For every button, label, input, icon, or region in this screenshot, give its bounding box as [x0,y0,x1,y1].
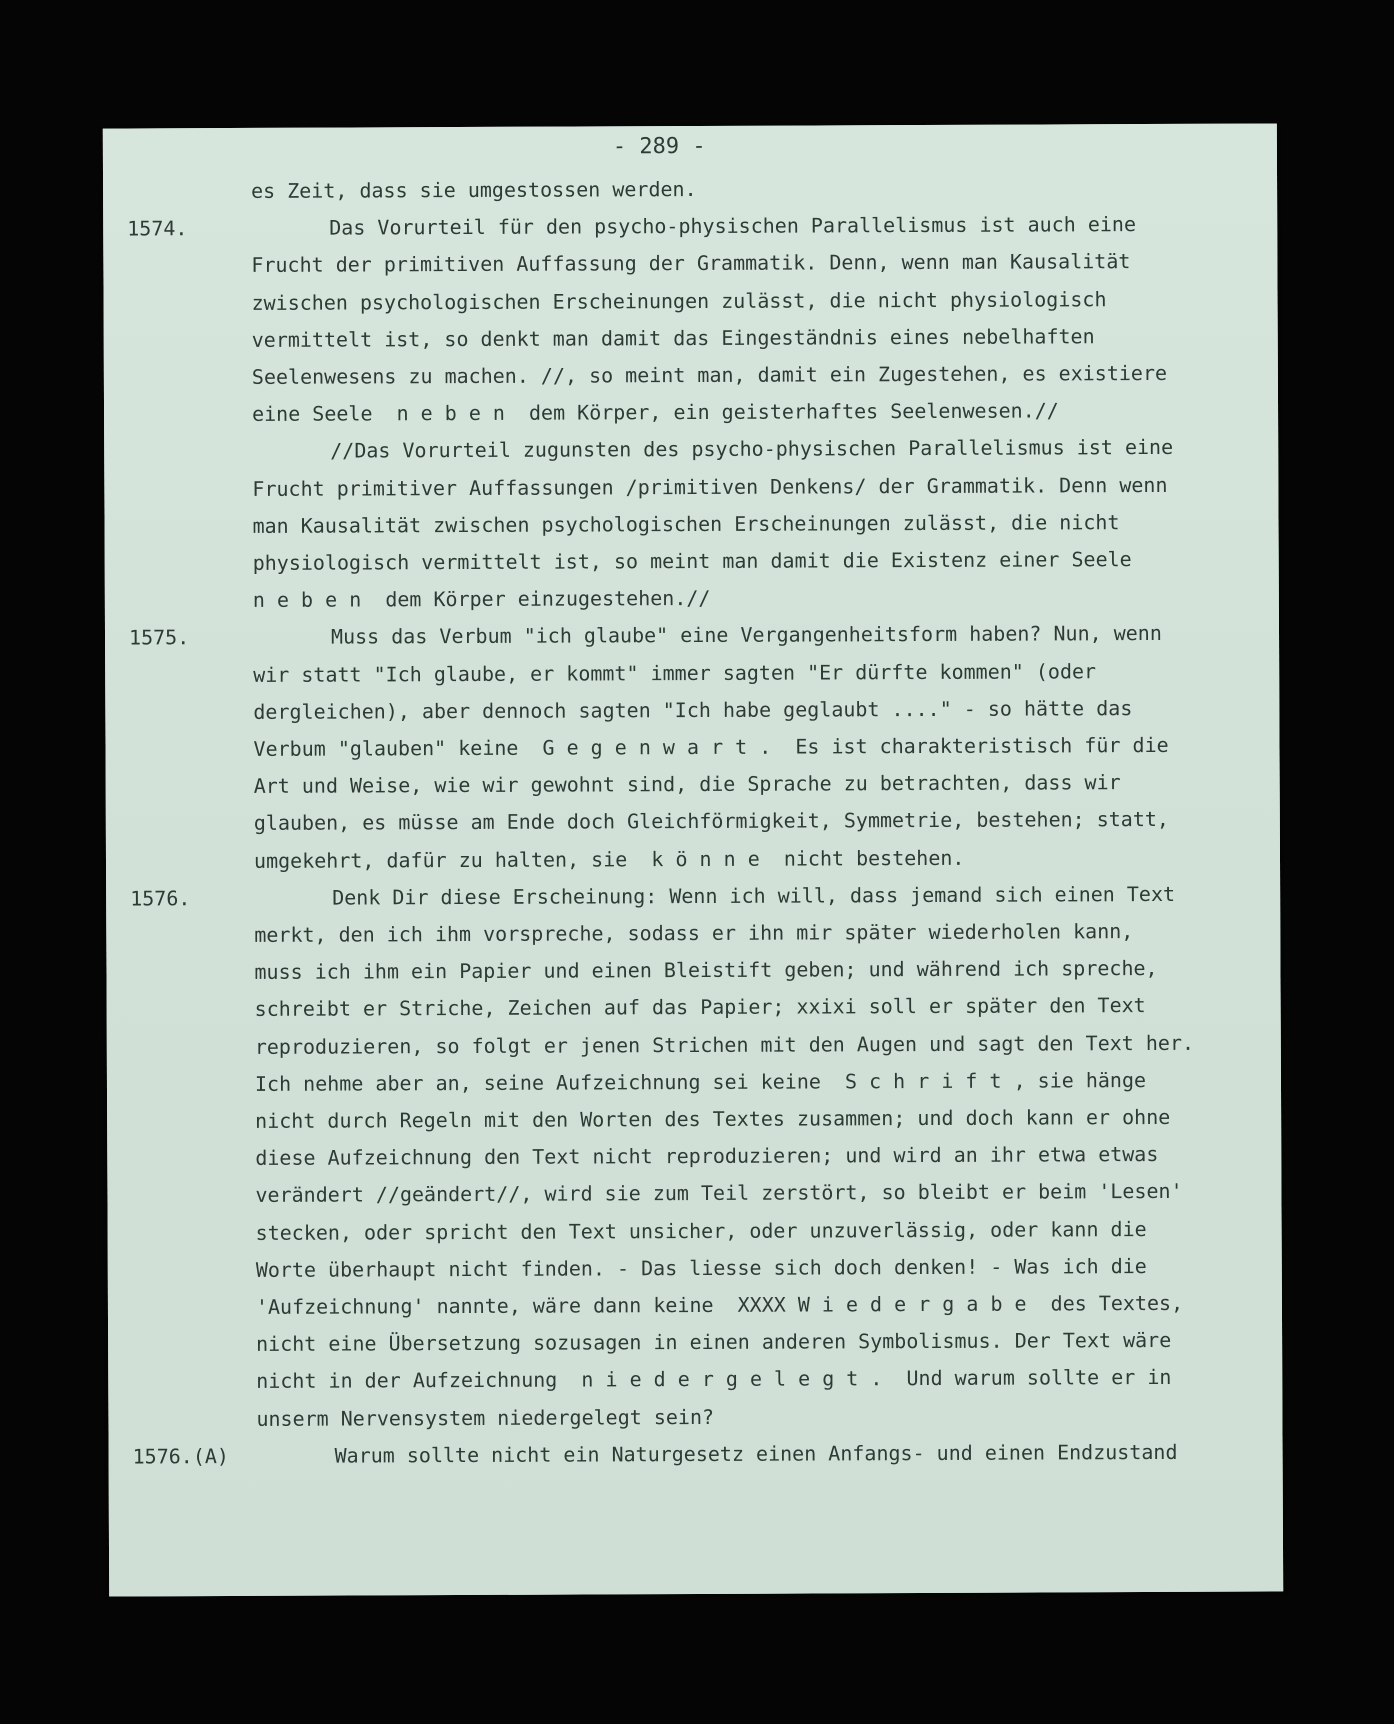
typewritten-page [103,123,1283,1596]
text-line: Worte überhaupt nicht finden. - Das liesse sich doch denken! - Was ich die [255,1254,1147,1282]
entry-number: 1576.(A) [132,1444,229,1469]
text-line: merkt, den ich ihm vorspreche, sodass er ihn mir später wiederholen kann, [254,919,1134,947]
text-line: eine Seele n e b e n dem Körper, ein geisterhaftes Seelenwesen.// [251,398,1059,426]
text-line: es Zeit, dass sie umgestossen werden. [251,176,697,203]
text-line: Frucht primitiver Auffassungen /primitiven Denkens/ der Grammatik. Denn wenn [252,472,1168,501]
text-line: Seelenwesens zu machen. //, so meint man, damit ein Zugestehen, es existiere [251,360,1168,389]
entry-number: 1576. [130,886,191,911]
text-line: Warum sollte nicht ein Naturgesetz einen Anfangs- und einen Endzustand [334,1439,1178,1468]
page-number: - 289 - [612,133,706,160]
text-line: wir statt "Ich glaube, er kommt" immer sagten "Er dürfte kommen" (oder [253,659,1097,687]
text-line: umgekehrt, dafür zu halten, sie k ö n n e nicht bestehen. [253,845,965,873]
text-line: Denk Dir diese Erscheinung: Wenn ich will, dass jemand sich einen Text [332,881,1176,910]
text-line: //Das Vorurteil zugunsten des psycho-physischen Parallelismus ist eine [330,434,1174,463]
text-line: diese Aufzeichnung den Text nicht reproduzieren; und wird an ihr etwa etwas [255,1141,1159,1170]
text-line: man Kausalität zwischen psychologischen Erscheinungen zulässt, die nicht [252,510,1120,538]
text-line: schreibt er Striche, Zeichen auf das Papier; xxixi soll er später den Text [254,993,1146,1021]
text-line: vermittelt ist, so denkt man damit das Eingeständnis eines nebelhaften [251,324,1095,352]
text-line: Ich nehme aber an, seine Aufzeichnung sei keine S c h r i f t , sie hänge [254,1068,1147,1096]
entry-number: 1574. [127,216,188,241]
text-line: nicht in der Aufzeichnung n i e d e r g e l e g t . Und warum sollte er in [256,1364,1172,1393]
text-line: Verbum "glauben" keine G e g e n w a r t . Es ist charakteristisch für die [253,732,1169,761]
text-line: verändert //geändert//, wird sie zum Teil zerstört, so bleibt er beim 'Lesen' [255,1178,1183,1207]
text-line: muss ich ihm ein Papier und einen Bleistift geben; und während ich spreche, [254,955,1158,984]
text-line: Frucht der primitiven Auffassung der Grammatik. Denn, wenn man Kausalität [251,249,1131,277]
text-line: reproduzieren, so folgt er jenen Strichen mit den Augen und sagt den Text her. [254,1030,1195,1059]
text-line: nicht eine Übersetzung sozusagen in einen anderen Symbolismus. Der Text wäre [256,1327,1172,1356]
text-line: Art und Weise, wie wir gewohnt sind, die Sprache zu betrachten, dass wir [253,770,1121,798]
text-line: n e b e n dem Körper einzugestehen.// [252,585,711,612]
entry-number: 1575. [128,625,190,650]
text-line: dergleichen), aber dennoch sagten "Ich habe geglaubt ...." - so hätte das [253,696,1133,724]
text-line: physiologisch vermittelt ist, so meint man damit die Existenz einer Seele [252,547,1132,575]
text-line: 'Aufzeichnung' nannte, wäre dann keine XXXX W i e d e r g a b e des Textes, [255,1290,1184,1319]
text-line: stecken, oder spricht den Text unsicher, oder unzuverlässig, oder kann die [255,1217,1147,1245]
text-line: Muss das Verbum "ich glaube" eine Vergangenheitsform haben? Nun, wenn [330,620,1162,649]
text-line: Das Vorurteil für den psycho-physischen Parallelismus ist auch eine [329,212,1137,240]
text-line: unserm Nervensystem niedergelegt sein? [256,1404,715,1431]
text-line: glauben, es müsse am Ende doch Gleichförmigkeit, Symmetrie, bestehen; statt, [253,806,1170,835]
text-line: zwischen psychologischen Erscheinungen zulässt, die nicht physiologisch [251,287,1107,315]
text-line: nicht durch Regeln mit den Worten des Textes zusammen; und doch kann er ohne [255,1104,1171,1133]
